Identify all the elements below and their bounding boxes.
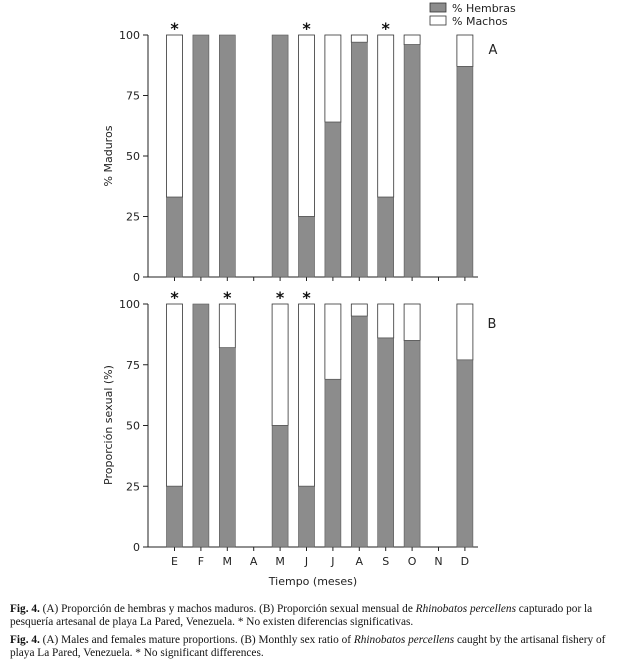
y-axis-label-B: Proporción sexual (%) — [102, 365, 115, 485]
y-tick-label: 25 — [126, 210, 140, 224]
bar-hembras-A-5 — [299, 217, 315, 278]
caption-en-label: Fig. 4. — [10, 634, 40, 646]
y-tick-label: 100 — [119, 298, 140, 311]
x-tick-label: A — [355, 555, 364, 568]
x-tick-label: J — [304, 555, 309, 568]
asterisk-mark: * — [302, 19, 311, 38]
asterisk-mark: * — [302, 288, 311, 307]
legend-swatch-1 — [430, 16, 446, 25]
bar-hembras-A-7 — [351, 42, 367, 277]
y-tick-label: 100 — [119, 29, 140, 42]
asterisk-mark: * — [223, 288, 232, 307]
bar-hembras-B-11 — [457, 360, 473, 547]
bar-hembras-A-8 — [378, 197, 394, 277]
caption-es-text-1: (A) Proporción de hembras y machos maduros. (B) Proporción sexual mensual de — [39, 603, 416, 615]
legend-label-1: % Machos — [452, 15, 508, 28]
x-tick-label: M — [275, 555, 285, 568]
bar-machos-B-2 — [219, 304, 235, 348]
bar-machos-A-9 — [404, 35, 420, 45]
x-tick-label: O — [407, 555, 417, 568]
bar-machos-B-11 — [457, 304, 473, 360]
bar-machos-B-9 — [404, 304, 420, 340]
x-axis-label: Tiempo (meses) — [268, 575, 358, 588]
bar-hembras-B-2 — [219, 348, 235, 547]
y-tick-label: 75 — [126, 89, 140, 103]
bar-machos-B-6 — [325, 304, 341, 379]
panel-label-A: A — [488, 43, 498, 58]
caption-en-text-2: caught by the artisanal fishery of playa La Pared, Venezuela. * No significant differences. — [10, 634, 606, 660]
caption-es-species: Rhinobatos percellens — [415, 603, 516, 615]
y-tick-label: 50 — [126, 419, 140, 433]
bar-hembras-B-9 — [404, 340, 420, 547]
bar-hembras-A-2 — [219, 35, 235, 277]
legend-label-0: % Hembras — [452, 2, 516, 15]
y-tick-label: 25 — [126, 480, 140, 494]
caption-es-label: Fig. 4. — [10, 603, 40, 615]
figure-caption-es — [10, 603, 615, 630]
x-tick-label: J — [331, 555, 335, 568]
x-tick-label: F — [197, 555, 205, 568]
legend-swatch-0 — [430, 3, 446, 12]
bar-hembras-B-7 — [351, 316, 367, 547]
bar-machos-A-8 — [378, 35, 394, 197]
bar-machos-A-7 — [351, 35, 367, 42]
y-tick-label: 50 — [126, 150, 140, 163]
asterisk-mark: * — [170, 19, 179, 38]
x-tick-label: S — [382, 555, 390, 568]
caption-en-text-1: (A) Males and females mature proportions. (B) Monthly sex ratio of — [39, 634, 354, 646]
bar-hembras-A-4 — [272, 35, 288, 277]
bar-hembras-A-11 — [457, 66, 473, 277]
bar-machos-B-5 — [299, 304, 315, 486]
bar-machos-B-8 — [378, 304, 394, 338]
x-tick-label: M — [222, 555, 233, 568]
x-tick-label: A — [249, 555, 258, 568]
bar-machos-A-11 — [457, 35, 473, 66]
asterisk-mark: * — [275, 288, 285, 307]
caption-en-species: Rhinobatos percellens — [353, 634, 455, 646]
bar-hembras-A-1 — [193, 35, 209, 277]
bar-machos-A-0 — [167, 35, 183, 197]
bar-hembras-B-0 — [167, 486, 183, 547]
asterisk-mark: * — [381, 19, 390, 38]
x-tick-label: E — [171, 555, 178, 568]
bar-hembras-B-6 — [325, 379, 341, 547]
bar-machos-B-0 — [167, 304, 183, 486]
bar-hembras-B-8 — [378, 338, 394, 547]
bar-hembras-B-5 — [299, 486, 315, 547]
y-tick-label: 0 — [133, 271, 140, 284]
bar-hembras-A-0 — [167, 197, 183, 277]
x-tick-label: D — [460, 555, 470, 568]
y-tick-label: 0 — [133, 541, 140, 554]
bar-machos-B-4 — [272, 304, 288, 426]
caption-es-text-2: capturado por la pesquería artesanal de playa La Pared, Venezuela. * No existen diferencias significativas. — [10, 603, 593, 629]
bar-machos-A-6 — [325, 35, 341, 122]
x-tick-label: N — [434, 555, 443, 568]
bar-hembras-B-1 — [193, 304, 209, 547]
bar-hembras-A-6 — [325, 122, 341, 277]
bar-machos-B-7 — [351, 304, 367, 316]
panel-label-B: B — [487, 317, 497, 332]
asterisk-mark: * — [170, 288, 179, 307]
bar-machos-A-5 — [299, 35, 315, 217]
bar-hembras-B-4 — [272, 426, 288, 548]
y-tick-label: 75 — [126, 358, 140, 372]
figure-caption-en — [10, 634, 615, 661]
bar-hembras-A-9 — [404, 45, 420, 277]
y-axis-label-A: % Maduros — [102, 125, 115, 187]
